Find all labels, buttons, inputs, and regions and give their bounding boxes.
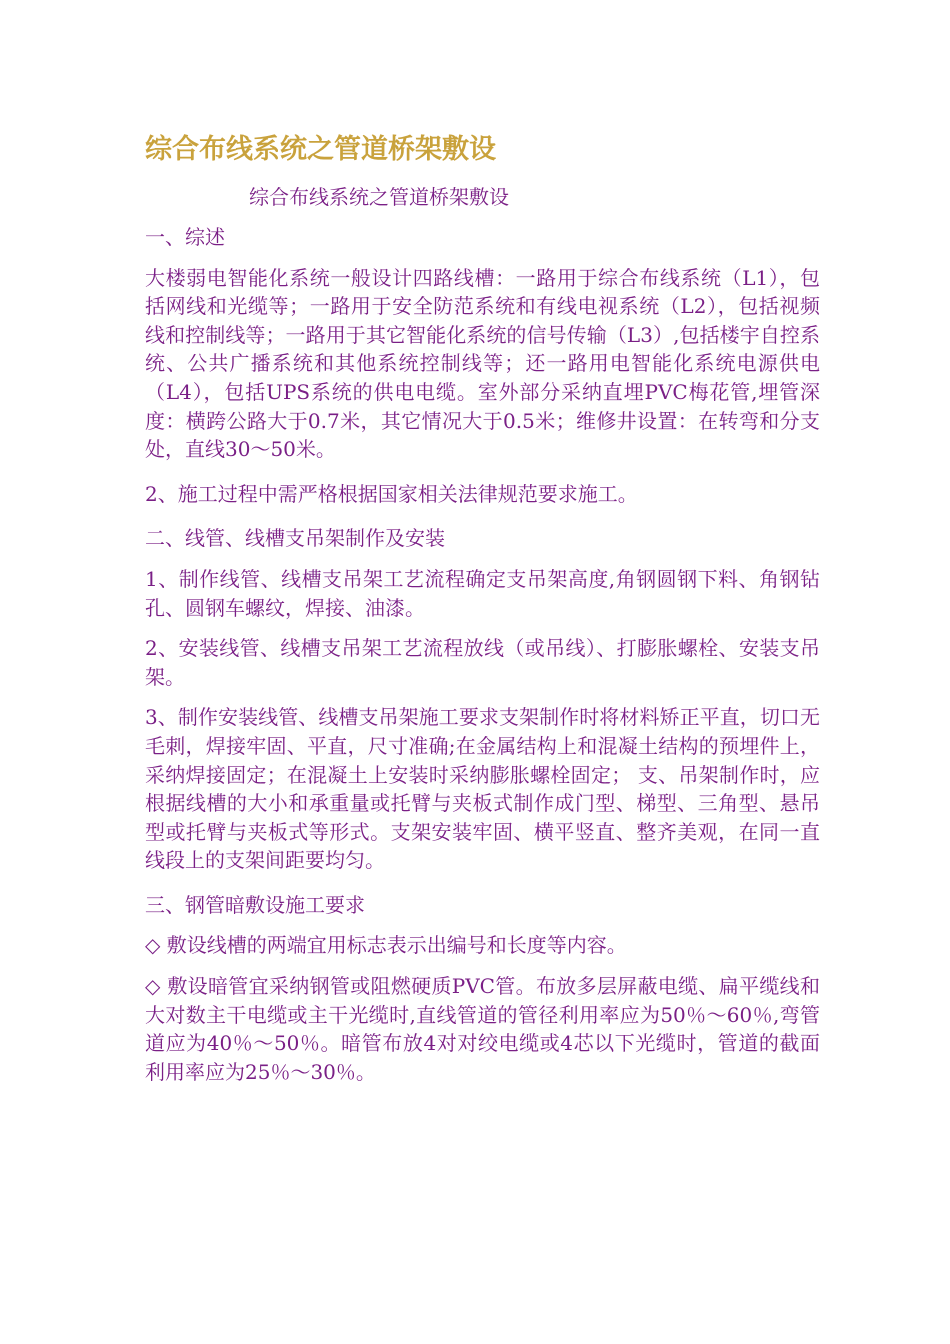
document-title: 综合布线系统之管道桥架敷设 (145, 134, 496, 165)
paragraph-bracket-installation: 2、安装线管、线槽支吊架工艺流程放线（或吊线）、打膨胀螺栓、安装支吊架。 (145, 636, 820, 689)
document-subtitle: 综合布线系统之管道桥架敷设 (249, 185, 509, 209)
list-item-trough-labeling: ◇ 敷设线槽的两端宜用标志表示出编号和长度等内容。 (145, 933, 627, 958)
paragraph-overview-body: 大楼弱电智能化系统一般设计四路线槽：一路用于综合布线系统（L1），包括网线和光缆等；一路用于安全防范系统和有线电视系统（L2），包括视频线和控制线等；一路用于其它智能化系统的信号传输（L3）,包括楼宇自控系统、公共广播系统和其他系统控制线等；还一路用电智能化系统电源供电（L4），包括UPS系统的供电电缆。室外部分采纳直埋PVC梅花管,埋管深度：横跨公路大于0.7米，其它情况大于0.5米；维修井设置：在转弯和分支处，直线30～50米。 (145, 265, 820, 462)
section-heading-conduit: 三、钢管暗敷设施工要求 (145, 892, 365, 917)
list-item-conduit-utilization: ◇ 敷设暗管宜采纳钢管或阻燃硬质PVC管。布放多层屏蔽电缆、扁平缆线和大对数主干电缆或主干光缆时,直线管道的管径利用率应为50％～60％,弯管道应为40％～50％。暗管布放4对对绞电缆或4芯以下光缆时，管道的截面利用率应为25％～30％。 (145, 974, 820, 1084)
document-page (145, 128, 820, 1086)
paragraph-bracket-fabrication: 1、制作线管、线槽支吊架工艺流程确定支吊架高度,角钢圆钢下料、角钢钻孔、圆钢车螺纹，焊接、油漆。 (145, 566, 820, 620)
paragraph-construction-compliance: 2、施工过程中需严格根据国家相关法律规范要求施工。 (145, 481, 638, 506)
section-heading-overview: 一、综述 (145, 225, 225, 249)
section-heading-brackets: 二、线管、线槽支吊架制作及安装 (145, 526, 445, 551)
paragraph-bracket-requirements: 3、制作安装线管、线槽支吊架施工要求支架制作时将材料矫正平直，切口无毛刺，焊接牢固、平直，尺寸准确;在金属结构上和混凝土结构的预埋件上，采纳焊接固定；在混凝土上安装时采纳膨胀螺栓固定； 支、吊架制作时，应根据线槽的大小和承重量或托臂与夹板式制作成门型、梯型、三角型、悬吊型或托臂与夹板式等形式。支架安装牢固、横平竖直、整齐美观，在同一直线段上的支架间距要均匀。 (145, 705, 820, 873)
